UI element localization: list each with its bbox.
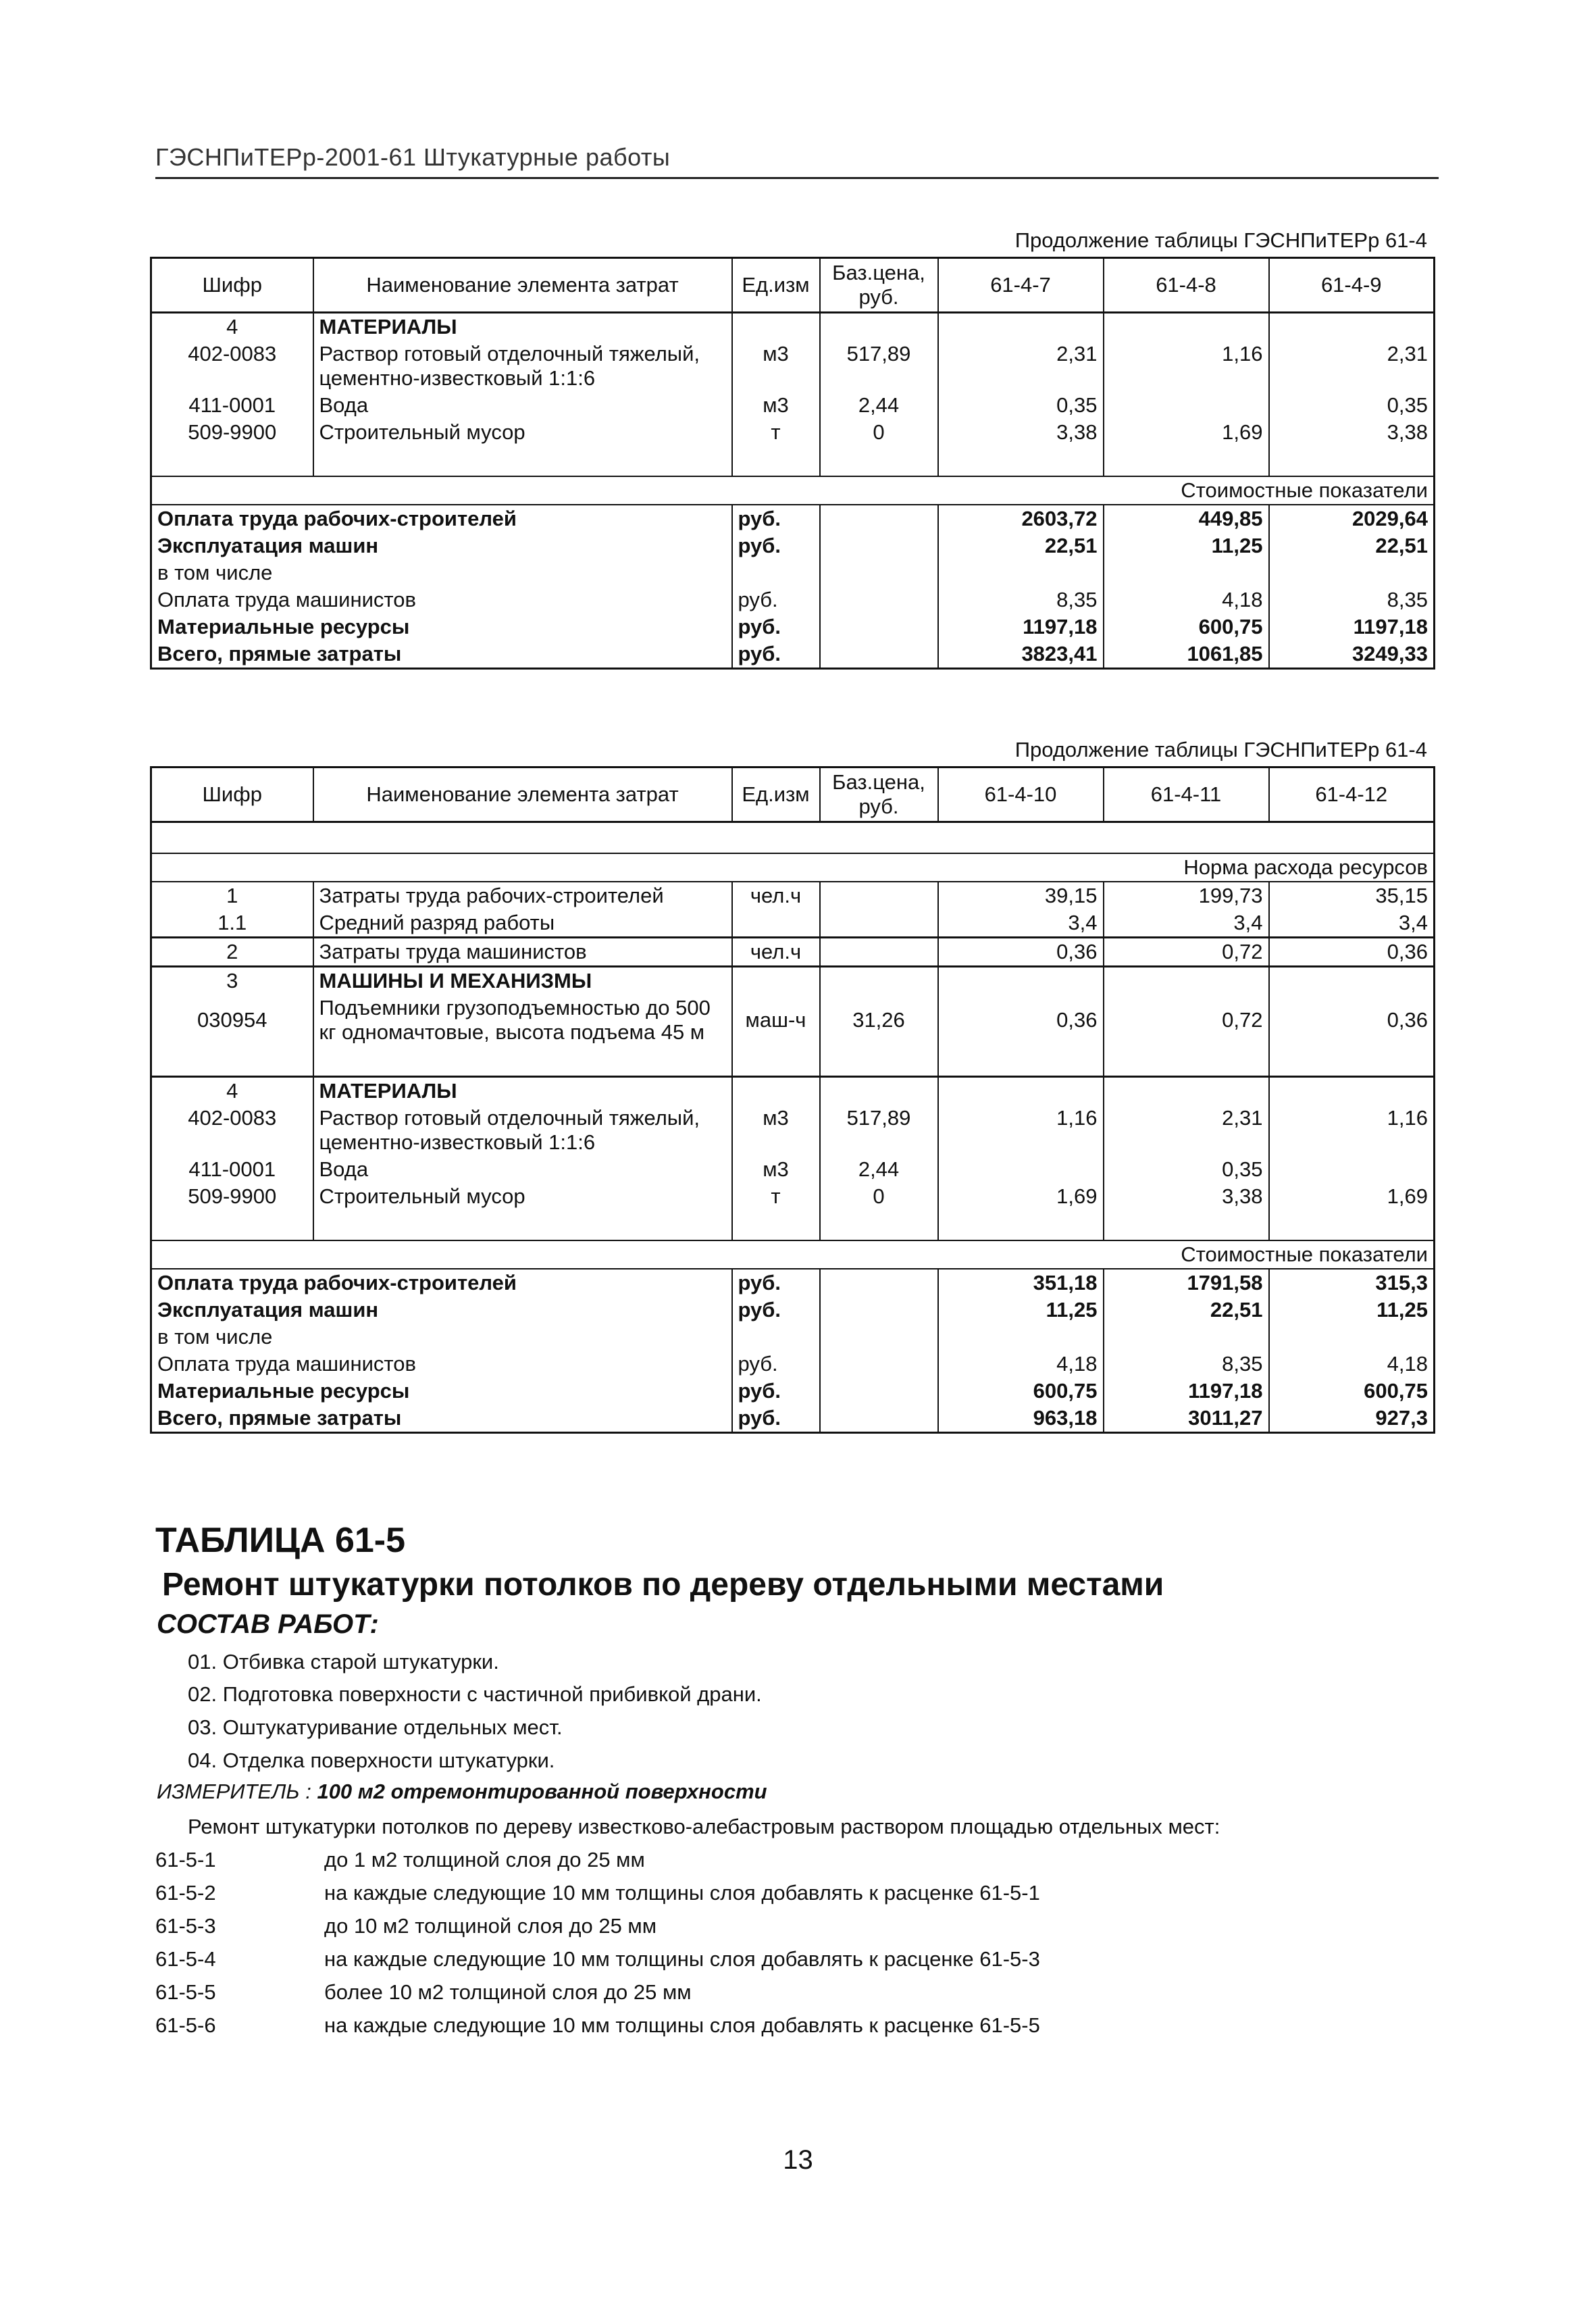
rate-description: до 10 м2 толщиной слоя до 25 мм [324, 1914, 657, 1938]
work-step: 02. Подготовка поверхности с частичной прибивкой драни. [188, 1682, 762, 1706]
rate-code: 61-5-6 [155, 2013, 216, 2037]
row-code: 1 [151, 882, 313, 909]
cost-name: Оплата труда машинистов [151, 1351, 732, 1378]
row-value: 1,16 [1104, 341, 1269, 392]
table2 [150, 766, 1435, 1434]
row-value [1104, 392, 1269, 419]
cost-unit: руб. [732, 1297, 820, 1324]
row-value: 3,38 [938, 419, 1104, 446]
col-header-rate-1: 61-4-10 [938, 768, 1104, 822]
row-value: 0,72 [1104, 938, 1269, 967]
row-name: Строительный мусор [313, 419, 732, 446]
rate-description: на каждые следующие 10 мм толщины слоя добавлять к расценке 61-5-5 [324, 2013, 1040, 2037]
work-step: 04. Отделка поверхности штукатурки. [188, 1749, 555, 1772]
cost-value: 22,51 [1104, 1297, 1269, 1324]
table-row [151, 938, 1435, 967]
row-unit: маш-ч [732, 995, 820, 1046]
cost-name: Всего, прямые затраты [151, 1405, 732, 1433]
rates-intro: Ремонт штукатурки потолков по дереву известково-алебастровым раствором площадью отдельных мест: [188, 1815, 1220, 1838]
cost-row [151, 1324, 1435, 1351]
cost-name: Оплата труда машинистов [151, 586, 732, 613]
rate-code: 61-5-5 [155, 1980, 216, 2004]
row-code: 402-0083 [151, 1105, 313, 1156]
cost-name: Оплата труда рабочих-строителей [151, 1269, 732, 1297]
row-value: 1,16 [938, 1105, 1104, 1156]
measure-label: ИЗМЕРИТЕЛЬ : [157, 1780, 311, 1803]
cost-value: 351,18 [938, 1269, 1104, 1297]
cost-value: 1197,18 [938, 613, 1104, 640]
row-code: 509-9900 [151, 1183, 313, 1210]
col-header-unit: Ед.изм [732, 258, 820, 313]
row-value: 3,4 [1269, 909, 1435, 938]
section-code: 4 [151, 313, 313, 341]
cost-value: 3249,33 [1269, 640, 1435, 669]
cost-header-row [151, 1240, 1435, 1269]
row-value: 3,38 [1269, 419, 1435, 446]
rate-description: на каждые следующие 10 мм толщины слоя добавлять к расценке 61-5-3 [324, 1947, 1040, 1971]
cost-name: в том числе [151, 559, 732, 586]
cost-value: 927,3 [1269, 1405, 1435, 1433]
table-row [151, 995, 1435, 1046]
cost-row [151, 559, 1435, 586]
row-value: 0,36 [1269, 938, 1435, 967]
row-name: Затраты труда машинистов [313, 938, 732, 967]
rate-code: 61-5-1 [155, 1848, 216, 1871]
row-unit: м3 [732, 1156, 820, 1183]
row-code: 030954 [151, 995, 313, 1046]
col-header-rate-3: 61-4-12 [1269, 768, 1435, 822]
row-unit: м3 [732, 341, 820, 392]
row-value: 1,16 [1269, 1105, 1435, 1156]
row-value: 0,35 [1269, 392, 1435, 419]
col-header-price: Баз.цена, руб. [820, 258, 938, 313]
row-value [938, 1156, 1104, 1183]
col-header-code: Шифр [151, 768, 313, 822]
table-row [151, 909, 1435, 938]
cost-unit: руб. [732, 1405, 820, 1433]
cost-value: 3011,27 [1104, 1405, 1269, 1433]
row-unit: чел.ч [732, 882, 820, 909]
cost-row [151, 613, 1435, 640]
cost-row [151, 640, 1435, 669]
table2-continuation-label: Продолжение таблицы ГЭСНПиТЕРр 61-4 [1014, 738, 1427, 761]
row-code: 1.1 [151, 909, 313, 938]
cost-unit: руб. [732, 1351, 820, 1378]
table1 [150, 257, 1435, 670]
row-price: 2,44 [820, 1156, 938, 1183]
cost-value: 8,35 [938, 586, 1104, 613]
row-value: 3,4 [1104, 909, 1269, 938]
cost-row [151, 1297, 1435, 1324]
row-unit: т [732, 1183, 820, 1210]
row-name: Вода [313, 392, 732, 419]
cost-value: 4,18 [938, 1351, 1104, 1378]
table2-header-row [151, 768, 1435, 822]
cost-name: в том числе [151, 1324, 732, 1351]
cost-value: 963,18 [938, 1405, 1104, 1433]
cost-value: 600,75 [938, 1378, 1104, 1405]
cost-value: 1061,85 [1104, 640, 1269, 669]
row-price: 0 [820, 419, 938, 446]
cost-value: 8,35 [1269, 586, 1435, 613]
cost-name: Материальные ресурсы [151, 1378, 732, 1405]
cost-value: 449,85 [1104, 505, 1269, 532]
cost-value: 315,3 [1269, 1269, 1435, 1297]
cost-value: 4,18 [1104, 586, 1269, 613]
row-value: 0,72 [1104, 995, 1269, 1046]
cost-row [151, 1351, 1435, 1378]
cost-unit: руб. [732, 532, 820, 559]
cost-value: 1791,58 [1104, 1269, 1269, 1297]
table-row [151, 1183, 1435, 1210]
cost-value: 600,75 [1104, 613, 1269, 640]
cost-value: 1197,18 [1269, 613, 1435, 640]
measure-line [157, 1780, 767, 1804]
row-price: 517,89 [820, 341, 938, 392]
row-value: 0,35 [1104, 1156, 1269, 1183]
row-name: Средний разряд работы [313, 909, 732, 938]
row-value: 39,15 [938, 882, 1104, 909]
table1-header-row [151, 258, 1435, 313]
cost-unit: руб. [732, 1269, 820, 1297]
row-unit: чел.ч [732, 938, 820, 967]
row-unit: м3 [732, 392, 820, 419]
row-value: 2,31 [938, 341, 1104, 392]
rate-description: до 1 м2 толщиной слоя до 25 мм [324, 1848, 645, 1871]
section-subtitle: Ремонт штукатурки потолков по дереву отдельными местами [162, 1567, 1164, 1603]
row-unit: т [732, 419, 820, 446]
running-header: ГЭСНПиТЕРр-2001-61 Штукатурные работы [155, 143, 671, 171]
section-row [151, 1077, 1435, 1105]
col-header-rate-1: 61-4-7 [938, 258, 1104, 313]
row-name: Строительный мусор [313, 1183, 732, 1210]
row-value [1269, 1156, 1435, 1183]
row-value: 1,69 [1269, 1183, 1435, 1210]
row-value: 1,69 [1104, 419, 1269, 446]
col-header-rate-3: 61-4-9 [1269, 258, 1435, 313]
page-number: 13 [783, 2145, 813, 2175]
row-name: Раствор готовый отделочный тяжелый, цементно-известковый 1:1:6 [313, 341, 732, 392]
rate-code: 61-5-3 [155, 1914, 216, 1938]
col-header-unit: Ед.изм [732, 768, 820, 822]
cost-unit: руб. [732, 505, 820, 532]
cost-unit: руб. [732, 613, 820, 640]
cost-value: 11,25 [938, 1297, 1104, 1324]
table-title: ТАБЛИЦА 61-5 [155, 1521, 406, 1560]
col-header-price: Баз.цена, руб. [820, 768, 938, 822]
section-row [151, 313, 1435, 341]
col-header-rate-2: 61-4-11 [1104, 768, 1269, 822]
row-name: Вода [313, 1156, 732, 1183]
row-unit: м3 [732, 1105, 820, 1156]
section-name: МАТЕРИАЛЫ [313, 313, 732, 341]
section-code: 3 [151, 967, 313, 995]
row-name: Затраты труда рабочих-строителей [313, 882, 732, 909]
header-rule [155, 177, 1439, 179]
row-value: 0,36 [938, 995, 1104, 1046]
cost-row [151, 1378, 1435, 1405]
row-value: 0,36 [1269, 995, 1435, 1046]
row-price: 0 [820, 1183, 938, 1210]
cost-value: 22,51 [1269, 532, 1435, 559]
row-price: 2,44 [820, 392, 938, 419]
row-value: 3,38 [1104, 1183, 1269, 1210]
cost-unit: руб. [732, 640, 820, 669]
row-value: 199,73 [1104, 882, 1269, 909]
col-header-rate-2: 61-4-8 [1104, 258, 1269, 313]
section-code: 4 [151, 1077, 313, 1105]
row-name: Раствор готовый отделочный тяжелый, цементно-известковый 1:1:6 [313, 1105, 732, 1156]
table-row [151, 419, 1435, 446]
cost-value: 8,35 [1104, 1351, 1269, 1378]
row-price: 31,26 [820, 995, 938, 1046]
row-code: 411-0001 [151, 392, 313, 419]
cost-value: 2029,64 [1269, 505, 1435, 532]
table-row [151, 882, 1435, 909]
cost-value: 3823,41 [938, 640, 1104, 669]
cost-value: 600,75 [1269, 1378, 1435, 1405]
cost-value: 4,18 [1269, 1351, 1435, 1378]
row-code: 509-9900 [151, 419, 313, 446]
row-code: 402-0083 [151, 341, 313, 392]
row-price: 517,89 [820, 1105, 938, 1156]
work-step: 01. Отбивка старой штукатурки. [188, 1650, 499, 1674]
composition-label: СОСТАВ РАБОТ: [157, 1609, 379, 1639]
cost-value: 22,51 [938, 532, 1104, 559]
rate-code: 61-5-4 [155, 1947, 216, 1971]
cost-row [151, 1269, 1435, 1297]
row-code: 411-0001 [151, 1156, 313, 1183]
rate-description: более 10 м2 толщиной слоя до 25 мм [324, 1980, 692, 2004]
cost-name: Эксплуатация машин [151, 532, 732, 559]
table-row [151, 1105, 1435, 1156]
row-code: 2 [151, 938, 313, 967]
norm-header-row [151, 853, 1435, 882]
cost-row [151, 586, 1435, 613]
row-value: 0,36 [938, 938, 1104, 967]
cost-value: 1197,18 [1104, 1378, 1269, 1405]
table-row [151, 392, 1435, 419]
cost-value: 11,25 [1104, 532, 1269, 559]
cost-unit: руб. [732, 1378, 820, 1405]
cost-row [151, 505, 1435, 532]
work-step: 03. Оштукатуривание отдельных мест. [188, 1715, 563, 1739]
cost-value: 11,25 [1269, 1297, 1435, 1324]
cost-name: Эксплуатация машин [151, 1297, 732, 1324]
row-value: 3,4 [938, 909, 1104, 938]
section-name: МАТЕРИАЛЫ [313, 1077, 732, 1105]
cost-header-row [151, 476, 1435, 505]
col-header-code: Шифр [151, 258, 313, 313]
cost-name: Всего, прямые затраты [151, 640, 732, 669]
row-value: 35,15 [1269, 882, 1435, 909]
row-value: 2,31 [1269, 341, 1435, 392]
cost-row [151, 1405, 1435, 1433]
table-row [151, 341, 1435, 392]
rate-code: 61-5-2 [155, 1881, 216, 1905]
measure-value: 100 м2 отремонтированной поверхности [317, 1780, 767, 1803]
cost-header: Стоимостные показатели [151, 1240, 1435, 1269]
section-name: МАШИНЫ И МЕХАНИЗМЫ [313, 967, 732, 995]
table-row [151, 1156, 1435, 1183]
col-header-name: Наименование элемента затрат [313, 768, 732, 822]
table1-continuation-label: Продолжение таблицы ГЭСНПиТЕРр 61-4 [1014, 228, 1427, 252]
col-header-name: Наименование элемента затрат [313, 258, 732, 313]
cost-row [151, 532, 1435, 559]
cost-name: Материальные ресурсы [151, 613, 732, 640]
row-value: 0,35 [938, 392, 1104, 419]
section-row [151, 967, 1435, 995]
norm-header: Норма расхода ресурсов [151, 853, 1435, 882]
cost-unit: руб. [732, 586, 820, 613]
cost-name: Оплата труда рабочих-строителей [151, 505, 732, 532]
cost-header: Стоимостные показатели [151, 476, 1435, 505]
rate-description: на каждые следующие 10 мм толщины слоя добавлять к расценке 61-5-1 [324, 1881, 1040, 1905]
row-value: 2,31 [1104, 1105, 1269, 1156]
row-name: Подъемники грузоподъемностью до 500 кг одномачтовые, высота подъема 45 м [313, 995, 732, 1046]
cost-value: 2603,72 [938, 505, 1104, 532]
row-value: 1,69 [938, 1183, 1104, 1210]
